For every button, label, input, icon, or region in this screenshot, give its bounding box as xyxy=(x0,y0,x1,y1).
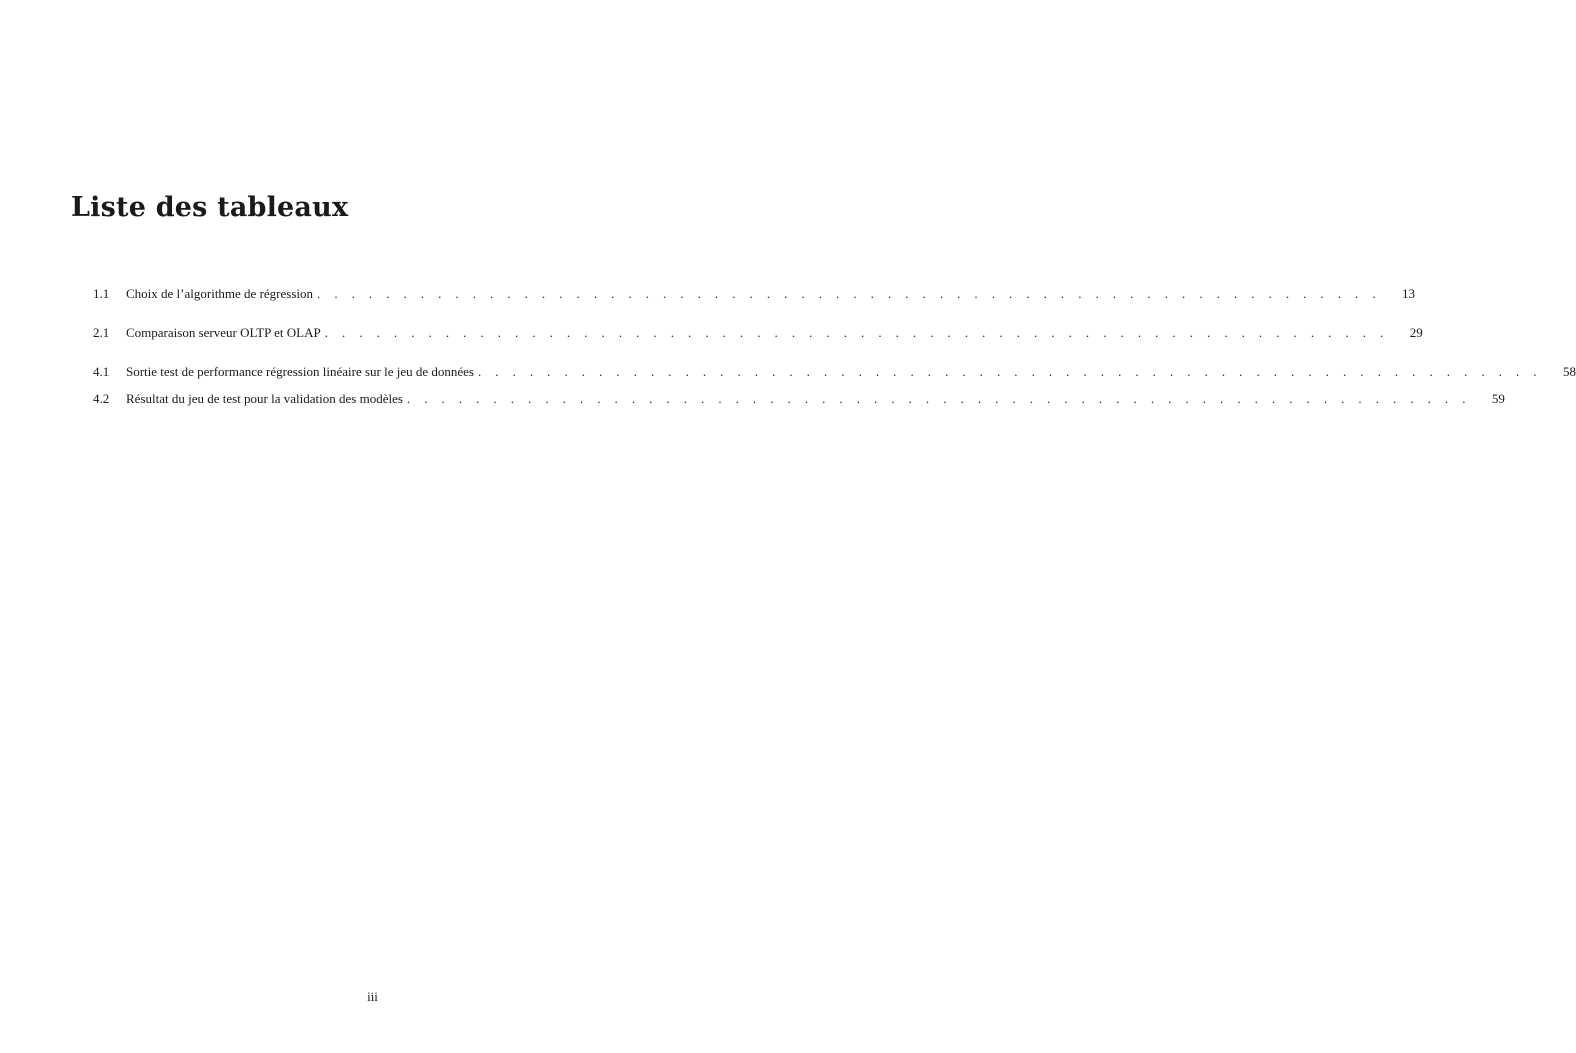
entry-page: 59 xyxy=(1491,391,1505,406)
dot-leader: . . . . . . . . . . . . . . . . . . . . . . . . . . . . . . . . . . . . . . . . . . . . . . . . . . . . . . . . . . . . . . xyxy=(406,391,1471,406)
dot-leader: . . . . . . . . . . . . . . . . . . . . . . . . . . . . . . . . . . . . . . . . . . . . . . . . . . . . . . . . . . . . . . xyxy=(477,364,1542,379)
dot-leader: . . . . . . . . . . . . . . . . . . . . . . . . . . . . . . . . . . . . . . . . . . . . . . . . . . . . . . . . . . . . . . xyxy=(317,286,1381,301)
page-number: iii xyxy=(367,989,378,1004)
dot-leader: . . . . . . . . . . . . . . . . . . . . . . . . . . . . . . . . . . . . . . . . . . . . . . . . . . . . . . . . . . . . . . xyxy=(324,325,1389,340)
entry-number: 2.1 xyxy=(93,325,110,340)
entry-number: 4.1 xyxy=(93,364,110,379)
entry-page: 58 xyxy=(1562,364,1576,379)
entry-title: Sortie test de performance régression linéaire sur le jeu de données xyxy=(126,364,474,379)
table-entry[interactable] xyxy=(93,286,1415,302)
table-entry[interactable] xyxy=(93,391,1505,407)
entry-title: Choix de l’algorithme de régression xyxy=(126,286,314,301)
entry-number: 1.1 xyxy=(93,286,110,301)
page-title: Liste des tableaux xyxy=(71,192,349,223)
entry-page: 13 xyxy=(1401,286,1415,301)
entry-page: 29 xyxy=(1409,325,1423,340)
entry-number: 4.2 xyxy=(93,391,110,406)
entry-title: Résultat du jeu de test pour la validation des modèles xyxy=(126,391,403,406)
table-entry[interactable] xyxy=(93,364,1576,380)
entry-title: Comparaison serveur OLTP et OLAP xyxy=(126,325,321,340)
table-entry[interactable] xyxy=(93,325,1423,341)
